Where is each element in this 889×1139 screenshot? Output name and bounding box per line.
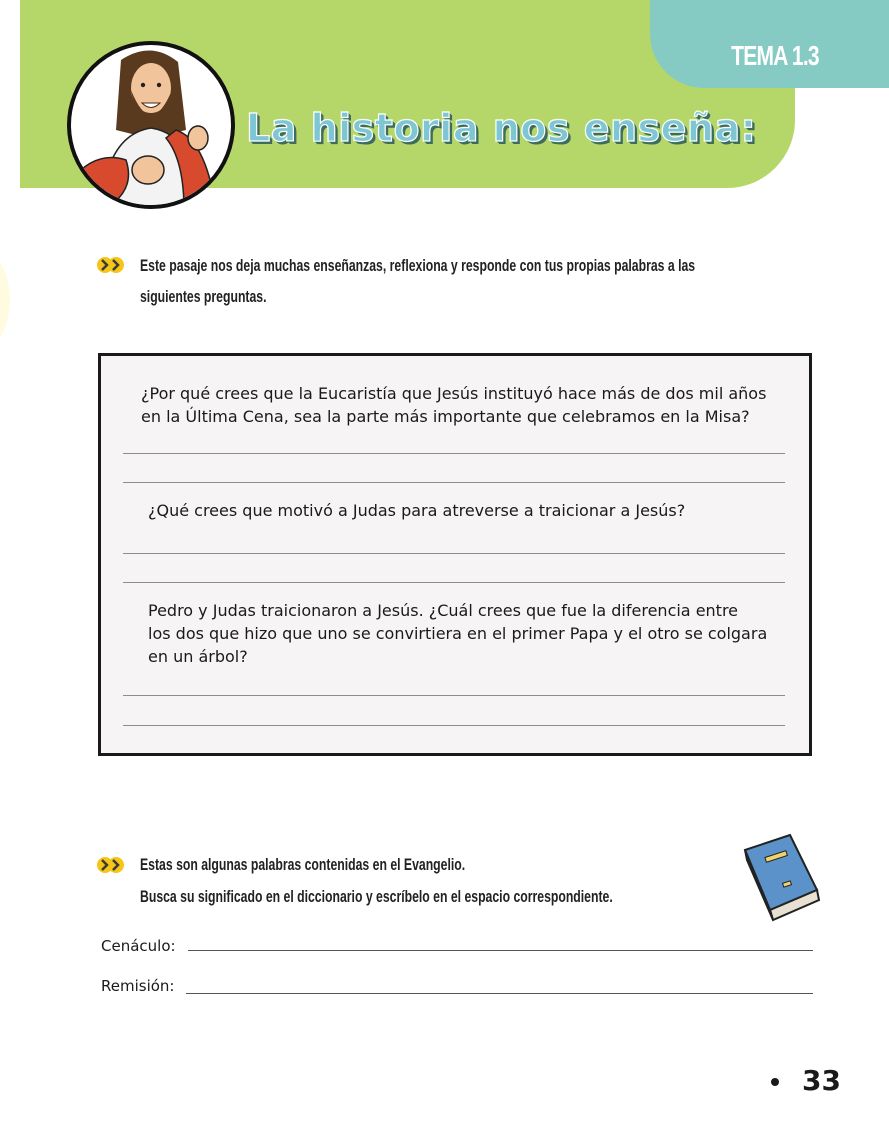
double-chevron-icon bbox=[96, 853, 126, 877]
vocab-answer-line[interactable] bbox=[186, 993, 813, 994]
vocab-label-cenaculo: Cenáculo: bbox=[101, 937, 176, 955]
vocab-label-remision: Remisión: bbox=[101, 977, 175, 995]
question-3-line2: los dos que hizo que uno se convirtiera en el primer Papa y el otro se colgara bbox=[148, 624, 768, 643]
tema-label: TEMA 1.3 bbox=[731, 40, 819, 71]
instruction2-text-line1: Estas son algunas palabras contenidas en el Evangelio. bbox=[140, 855, 466, 874]
answer-line[interactable] bbox=[123, 453, 785, 454]
answer-line[interactable] bbox=[123, 582, 785, 583]
jesus-avatar-icon bbox=[66, 40, 236, 210]
instruction-text-line1: Este pasaje nos deja muchas enseñanzas, reflexiona y responde con tus propias palabras a las bbox=[140, 256, 696, 275]
answer-line[interactable] bbox=[123, 695, 785, 696]
page-title: La historia nos enseña: bbox=[246, 106, 757, 150]
answer-line[interactable] bbox=[123, 553, 785, 554]
side-decoration bbox=[0, 250, 10, 350]
question-1-line2: en la Última Cena, sea la parte más importante que celebramos en la Misa? bbox=[141, 407, 750, 426]
page-number-bullet bbox=[771, 1078, 779, 1086]
book-icon bbox=[735, 830, 825, 930]
vocab-answer-line[interactable] bbox=[188, 950, 813, 951]
question-3-line3: en un árbol? bbox=[148, 647, 248, 666]
question-3-line1: Pedro y Judas traicionaron a Jesús. ¿Cuál crees que fue la diferencia entre bbox=[148, 601, 739, 620]
instruction-text-line2: siguientes preguntas. bbox=[140, 287, 267, 306]
double-chevron-icon bbox=[96, 253, 126, 277]
question-1-line1: ¿Por qué crees que la Eucaristía que Jesús instituyó hace más de dos mil años bbox=[141, 384, 767, 403]
answer-line[interactable] bbox=[123, 482, 785, 483]
answer-line[interactable] bbox=[123, 725, 785, 726]
question-2-line1: ¿Qué crees que motivó a Judas para atreverse a traicionar a Jesús? bbox=[148, 501, 686, 520]
instruction2-text-line2: Busca su significado en el diccionario y escríbelo en el espacio correspondiente. bbox=[140, 887, 613, 906]
page-number: 33 bbox=[802, 1064, 841, 1097]
